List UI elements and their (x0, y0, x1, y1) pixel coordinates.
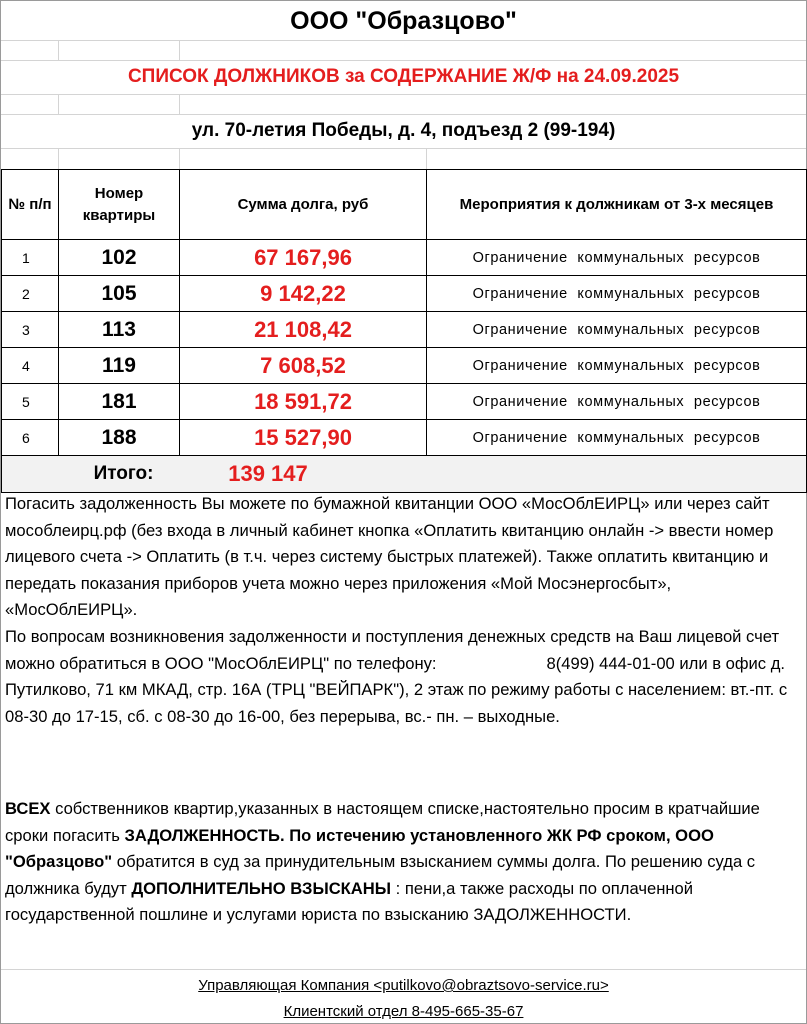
apartment-number: 102 (59, 240, 180, 276)
row-number: 6 (2, 420, 59, 456)
row-number: 5 (2, 384, 59, 420)
contact-phone: 8(499) 444-01-00 (546, 653, 675, 673)
debt-amount: 15 527,90 (180, 420, 427, 456)
warning-bold-debt: ЗАДОЛЖЕННОСТЬ. По истечению установленного ЖК РФ сроком, ООО "Образцово" (5, 825, 714, 872)
gridline (1, 969, 806, 970)
debt-amount: 67 167,96 (180, 240, 427, 276)
total-row (2, 456, 807, 493)
gridline (179, 40, 180, 60)
payment-instructions: Погасить задолженность Вы можете по бумажной квитанции ООО «МосОблЕИРЦ» или через сайт мособлеирц.рф (без входа в личный кабинет кнопка «Оплатить квитанцию онлайн -> ввести номер лицевого счета -> Оплатить (в т.ч. через систему быстрых платежей). Также оплатить квитанцию и передать показания приборов учета можно через приложения «Мой Мосэнергосбыт», «МосОблЕИРЦ». (5, 494, 774, 620)
gridline (179, 94, 180, 114)
debt-measure: Ограничение коммунальных ресурсов (427, 348, 807, 384)
table-row (2, 348, 807, 384)
column-header-number: № п/п (2, 170, 59, 240)
gridline (1, 40, 806, 41)
apartment-number: 188 (59, 420, 180, 456)
debt-measure: Ограничение коммунальных ресурсов (427, 312, 807, 348)
warning-text: собственников квартир,указанных в настоящем списке,настоятельно просим в кратчайшие сроки погасить (5, 799, 760, 845)
debt-amount: 9 142,22 (180, 276, 427, 312)
apartment-number: 181 (59, 384, 180, 420)
management-company-email: Управляющая Компания <putilkovo@obraztsovo-service.ru> (198, 977, 609, 994)
column-header-measures: Мероприятия к должникам от 3-х месяцев (427, 170, 807, 240)
table-row (2, 240, 807, 276)
row-number: 2 (2, 276, 59, 312)
warning-bold-extra: ДОПОЛНИТЕЛЬНО ВЗЫСКАНЫ (131, 878, 392, 898)
column-header-amount: Сумма долга, руб (180, 170, 427, 240)
client-department-phone: Клиентский отдел 8-495-665-35-67 (283, 1003, 524, 1020)
warning-notice (5, 796, 803, 929)
total-amount (180, 456, 427, 493)
gridline (1, 148, 806, 149)
debt-amount: 21 108,42 (180, 312, 427, 348)
debt-measure: Ограничение коммунальных ресурсов (427, 240, 807, 276)
debtors-table (1, 169, 807, 493)
management-company-line (1, 977, 806, 994)
table-row (2, 312, 807, 348)
row-number: 1 (2, 240, 59, 276)
gridline (179, 148, 180, 169)
warning-bold-all: ВСЕХ (5, 799, 51, 818)
apartment-number: 119 (59, 348, 180, 384)
column-header-apartment-label: Номер квартиры (82, 184, 156, 224)
contact-info-text: По вопросам возникновения задолженности и поступления денежных средств на Ваш лицевой счет можно обратиться в ООО "МосОблЕИРЦ" по телефону: (5, 627, 780, 673)
apartment-number: 113 (59, 312, 180, 348)
building-address: ул. 70-летия Победы, д. 4, подъезд 2 (99-194) (191, 120, 616, 141)
gridline (58, 148, 59, 169)
table-header-row (2, 170, 807, 240)
warning-text: : пени,а также расходы по оплаченной государственной пошлине и услугами юриста по взысканию ЗАДОЛЖЕННОСТИ. (5, 878, 694, 925)
table-row (2, 384, 807, 420)
row-number: 4 (2, 348, 59, 384)
company-name: ООО "Образцово" (290, 6, 517, 35)
debt-measure: Ограничение коммунальных ресурсов (427, 276, 807, 312)
gridline (426, 148, 427, 169)
row-number: 3 (2, 312, 59, 348)
gridline (1, 94, 806, 95)
debt-measure: Ограничение коммунальных ресурсов (427, 384, 807, 420)
client-department-line (1, 1003, 806, 1020)
office-info-text: или в офис д. Путилково, 71 км МКАД, стр. 16А (ТРЦ "ВЕЙПАРК"), 2 этаж по режиму работы с населением: вт.-пт. с 08-30 до 17-15, сб. с 08-30 до 16-00, без перерыва, вс.- пн. – выходные. (5, 653, 788, 726)
apartment-number: 105 (59, 276, 180, 312)
gridline (58, 94, 59, 114)
warning-text: обратится в суд за принудительным взысканием суммы долга. По решению суда с должника будут (5, 852, 756, 898)
table-row (2, 276, 807, 312)
list-title: СПИСОК ДОЛЖНИКОВ за СОДЕРЖАНИЕ Ж/Ф на 24.09.2025 (127, 66, 680, 87)
debt-amount: 7 608,52 (180, 348, 427, 384)
debt-amount: 18 591,72 (180, 384, 427, 420)
total-empty-cell (427, 456, 807, 493)
column-header-apartment (59, 170, 180, 240)
debt-measure: Ограничение коммунальных ресурсов (427, 420, 807, 456)
total-label-text: Итого: (93, 463, 154, 484)
gridline (58, 40, 59, 60)
contact-info (5, 624, 803, 730)
table-row (2, 420, 807, 456)
total-label (2, 456, 180, 493)
total-amount-text: 139 147 (228, 461, 308, 486)
